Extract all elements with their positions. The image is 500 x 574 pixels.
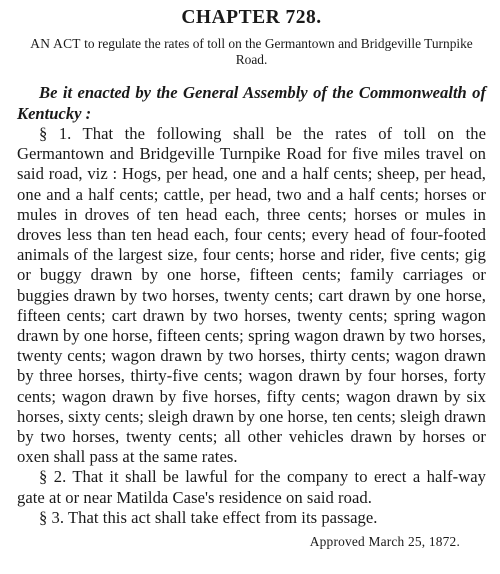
section-2: § 2. That it shall be lawful for the company to erect a half-way gate at or near Matilda Case's residence on said road.	[17, 467, 486, 507]
section-3: § 3. That this act shall take effect from its passage.	[39, 507, 378, 527]
act-title-caps: AN ACT	[30, 36, 81, 51]
section-1: § 1. That the following shall be the rates of toll on the Germantown and Bridgeville Turnpike Road for five miles travel on said road, viz : Hogs, per head, one and a half cents; sheep, per head, one and a half cents; cattle, per head, two and a half cents; horses or mules in droves of ten head each, three cents; horses or mules in droves less than ten head each, four cents; every head of four-footed animals of the largest size, four cents; horse and rider, five cents; gig or buggy drawn by one horse, fifteen cents; family carriages or buggies drawn by two horses, twenty cents; cart drawn by one horse, fifteen cents; cart drawn by two horses, twenty cents; spring wagon drawn by one horse, fifteen cents; spring wagon drawn by two horses, twenty cents; wagon drawn by two horses, thirty cents; wagon drawn by three horses, thirty-five cents; wagon drawn by four horses, forty cents; wagon drawn by five horses, fifty cents; wagon drawn by six horses, sixty cents; sleigh drawn by one horse, ten cents; sleigh drawn by two horses, twenty cents; all other vehicles drawn by horses or oxen shall pass at the same rates.	[17, 124, 486, 467]
act-title	[23, 36, 480, 68]
chapter-heading: CHAPTER 728.	[181, 7, 322, 28]
approval-date: Approved March 25, 1872.	[309, 534, 460, 550]
enacting-clause: Be it enacted by the General Assembly of the Commonwealth of Kentucky :	[17, 83, 486, 123]
act-title-text: to regulate the rates of toll on the Germantown and Bridgeville Turnpike Road.	[80, 36, 473, 67]
